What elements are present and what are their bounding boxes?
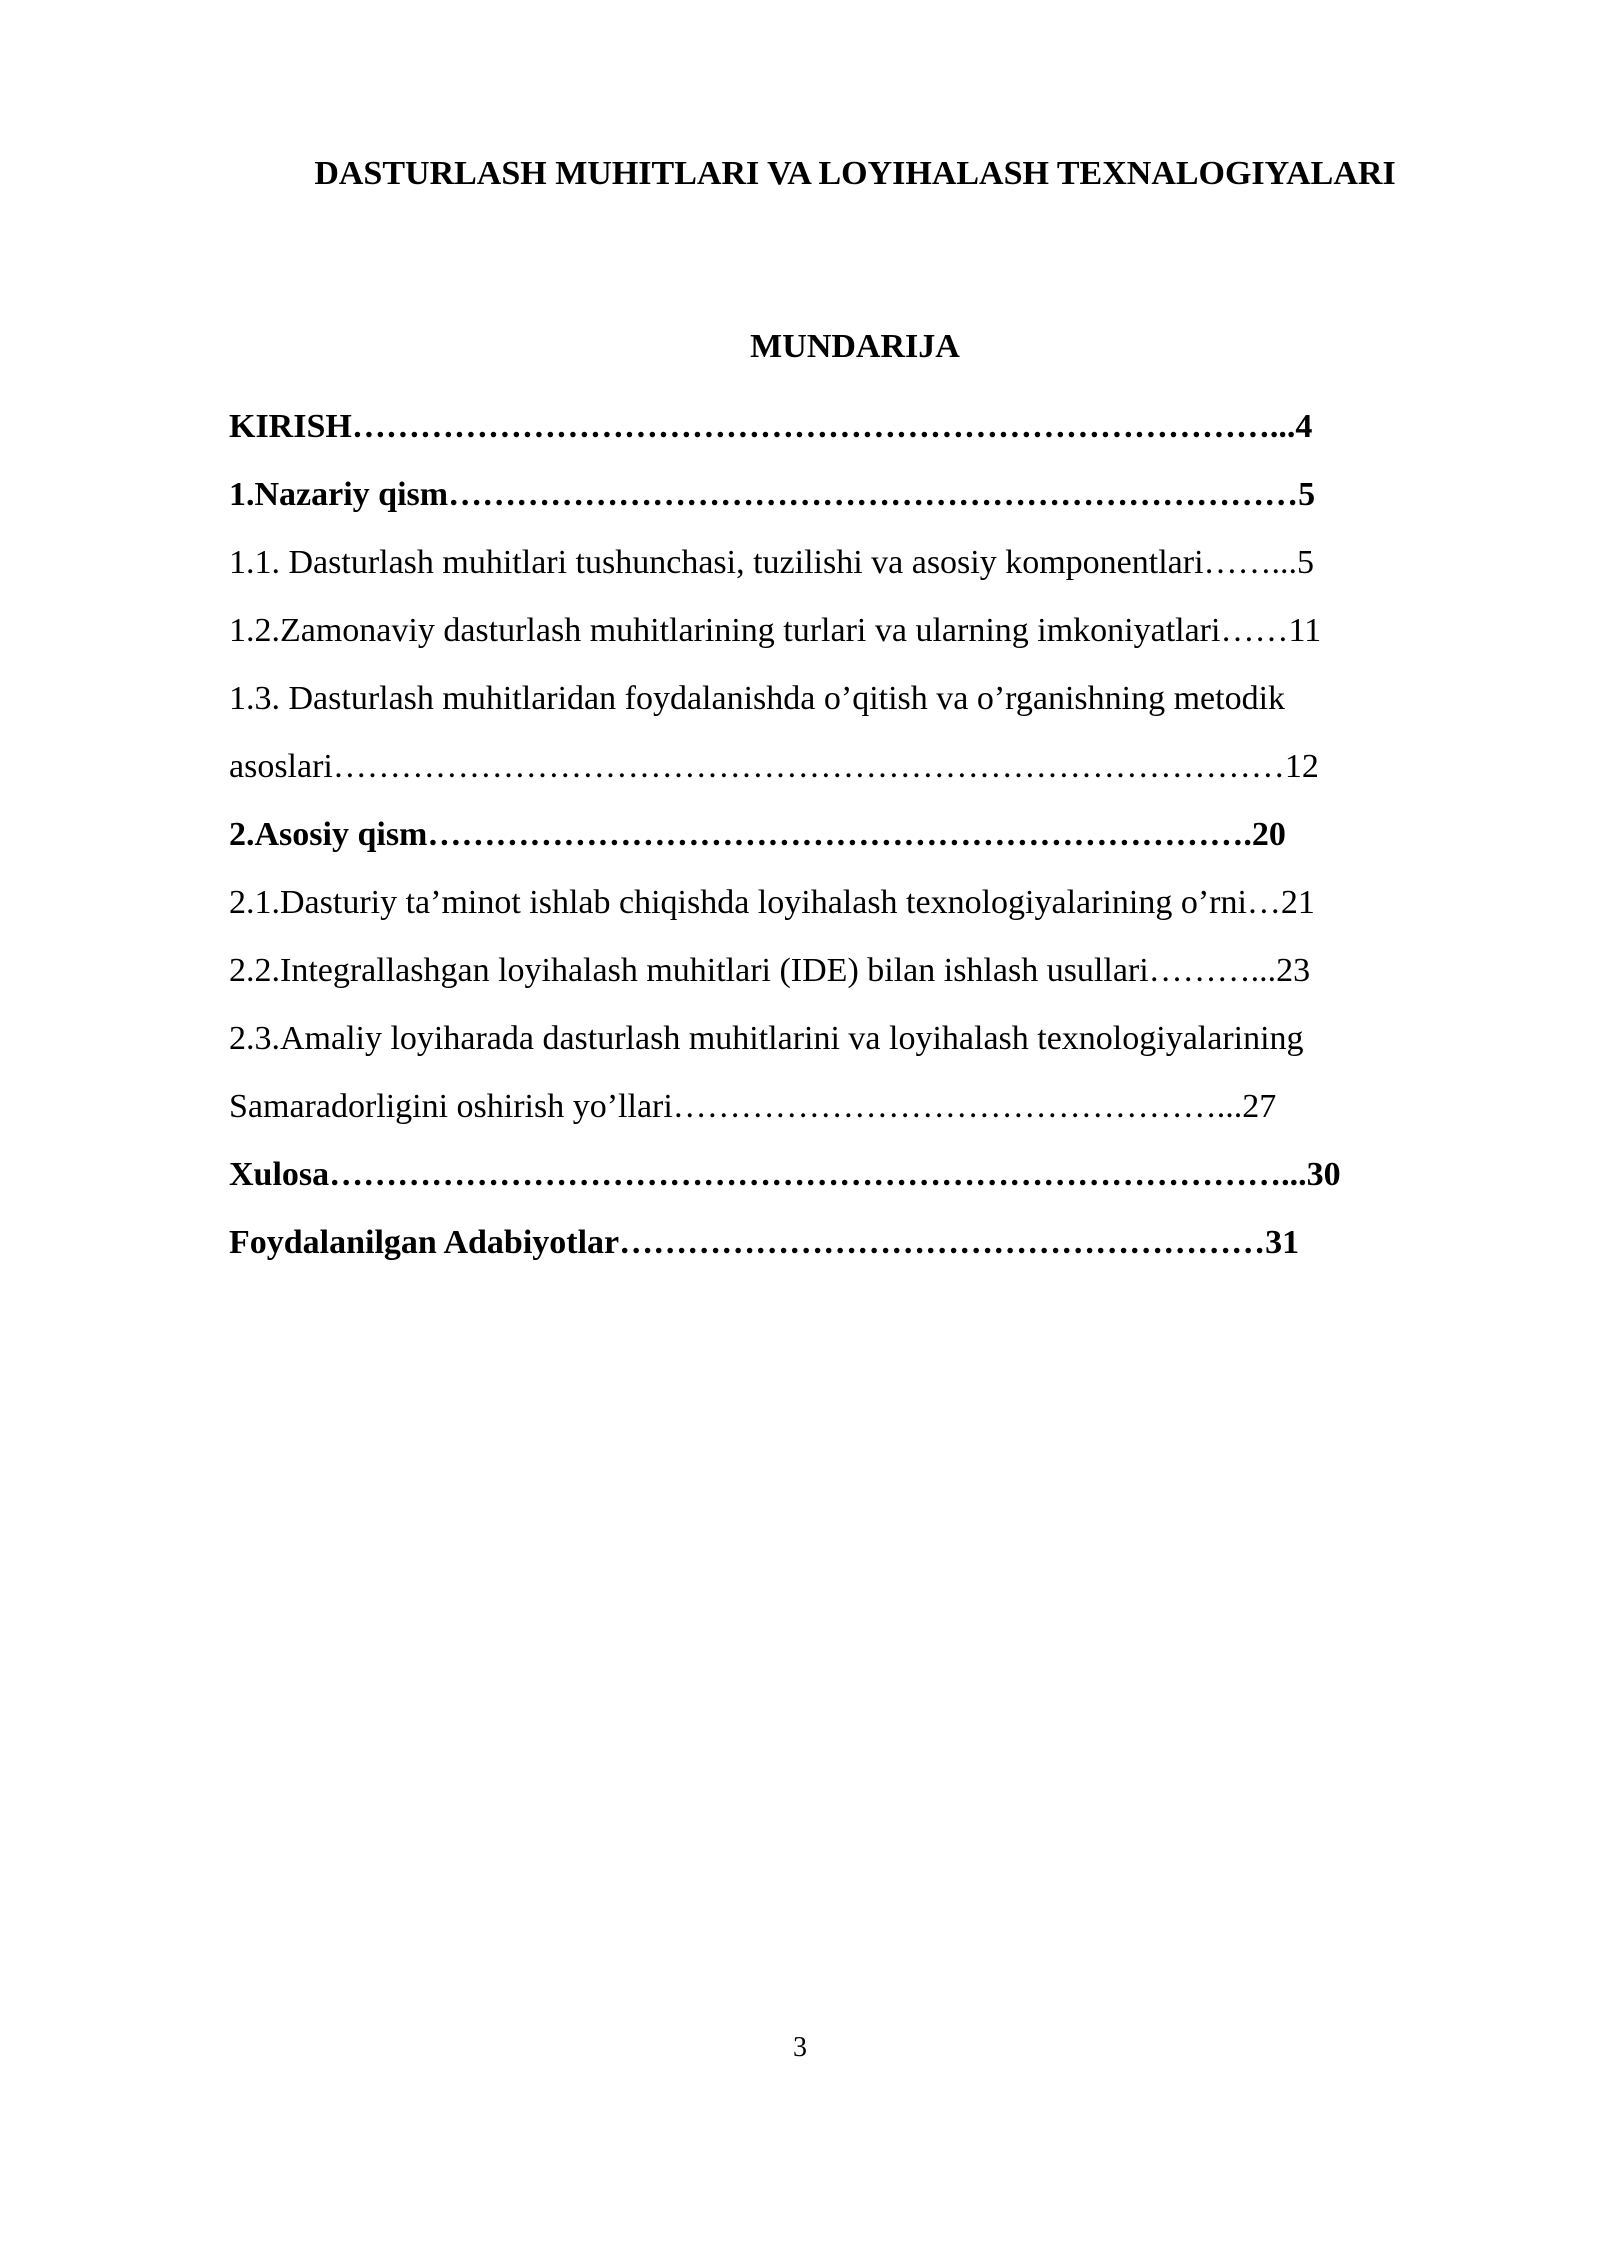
- toc-entry-1-1: 1.1. Dasturlash muhitlari tushunchasi, tuzilishi va asosiy komponentlari……...5: [229, 544, 1315, 581]
- toc-entry-2-1: 2.1.Dasturiy ta’minot ishlab chiqishda loyihalash texnologiyalarining o’rni…21: [229, 884, 1315, 921]
- toc-entry-2-3-continued: Samaradorligini oshirish yo’llari…………………………………………...27: [229, 1088, 1277, 1125]
- toc-entry-adabiyotlar: Foydalanilgan Adabiyotlar…………………………………………………31: [229, 1224, 1300, 1261]
- document-title: DASTURLASH MUHITLARI VA LOYIHALASH TEXNALOGIYALARI: [314, 155, 1396, 192]
- toc-entry-asosiy-qism: 2.Asosiy qism……………………………………………………………….20: [229, 816, 1286, 853]
- toc-entry-xulosa: Xulosa…………………………………………………………………………...30: [229, 1156, 1341, 1193]
- toc-entry-1-2: 1.2.Zamonaviy dasturlash muhitlarining turlari va ularning imkoniyatlari……11: [229, 612, 1322, 649]
- toc-heading: MUNDARIJA: [750, 328, 960, 365]
- toc-entry-kirish: KIRISH………………………………………………………………………...4: [229, 408, 1313, 445]
- toc-entry-2-2: 2.2.Integrallashgan loyihalash muhitlari (IDE) bilan ishlash usullari………...23: [229, 952, 1311, 989]
- toc-entry-2-3: 2.3.Amaliy loyiharada dasturlash muhitlarini va loyihalash texnologiyalarining: [229, 1020, 1304, 1057]
- toc-entry-1-3: 1.3. Dasturlash muhitlaridan foydalanishda o’qitish va o’rganishning metodik: [229, 680, 1286, 717]
- page-number: 3: [793, 2032, 807, 2063]
- table-of-contents: [229, 393, 1449, 1277]
- toc-entry-nazariy-qism: 1.Nazariy qism…………………………………………………………………5: [229, 476, 1316, 513]
- toc-entry-1-3-continued: asoslari…………………………………………………………………………12: [229, 748, 1319, 785]
